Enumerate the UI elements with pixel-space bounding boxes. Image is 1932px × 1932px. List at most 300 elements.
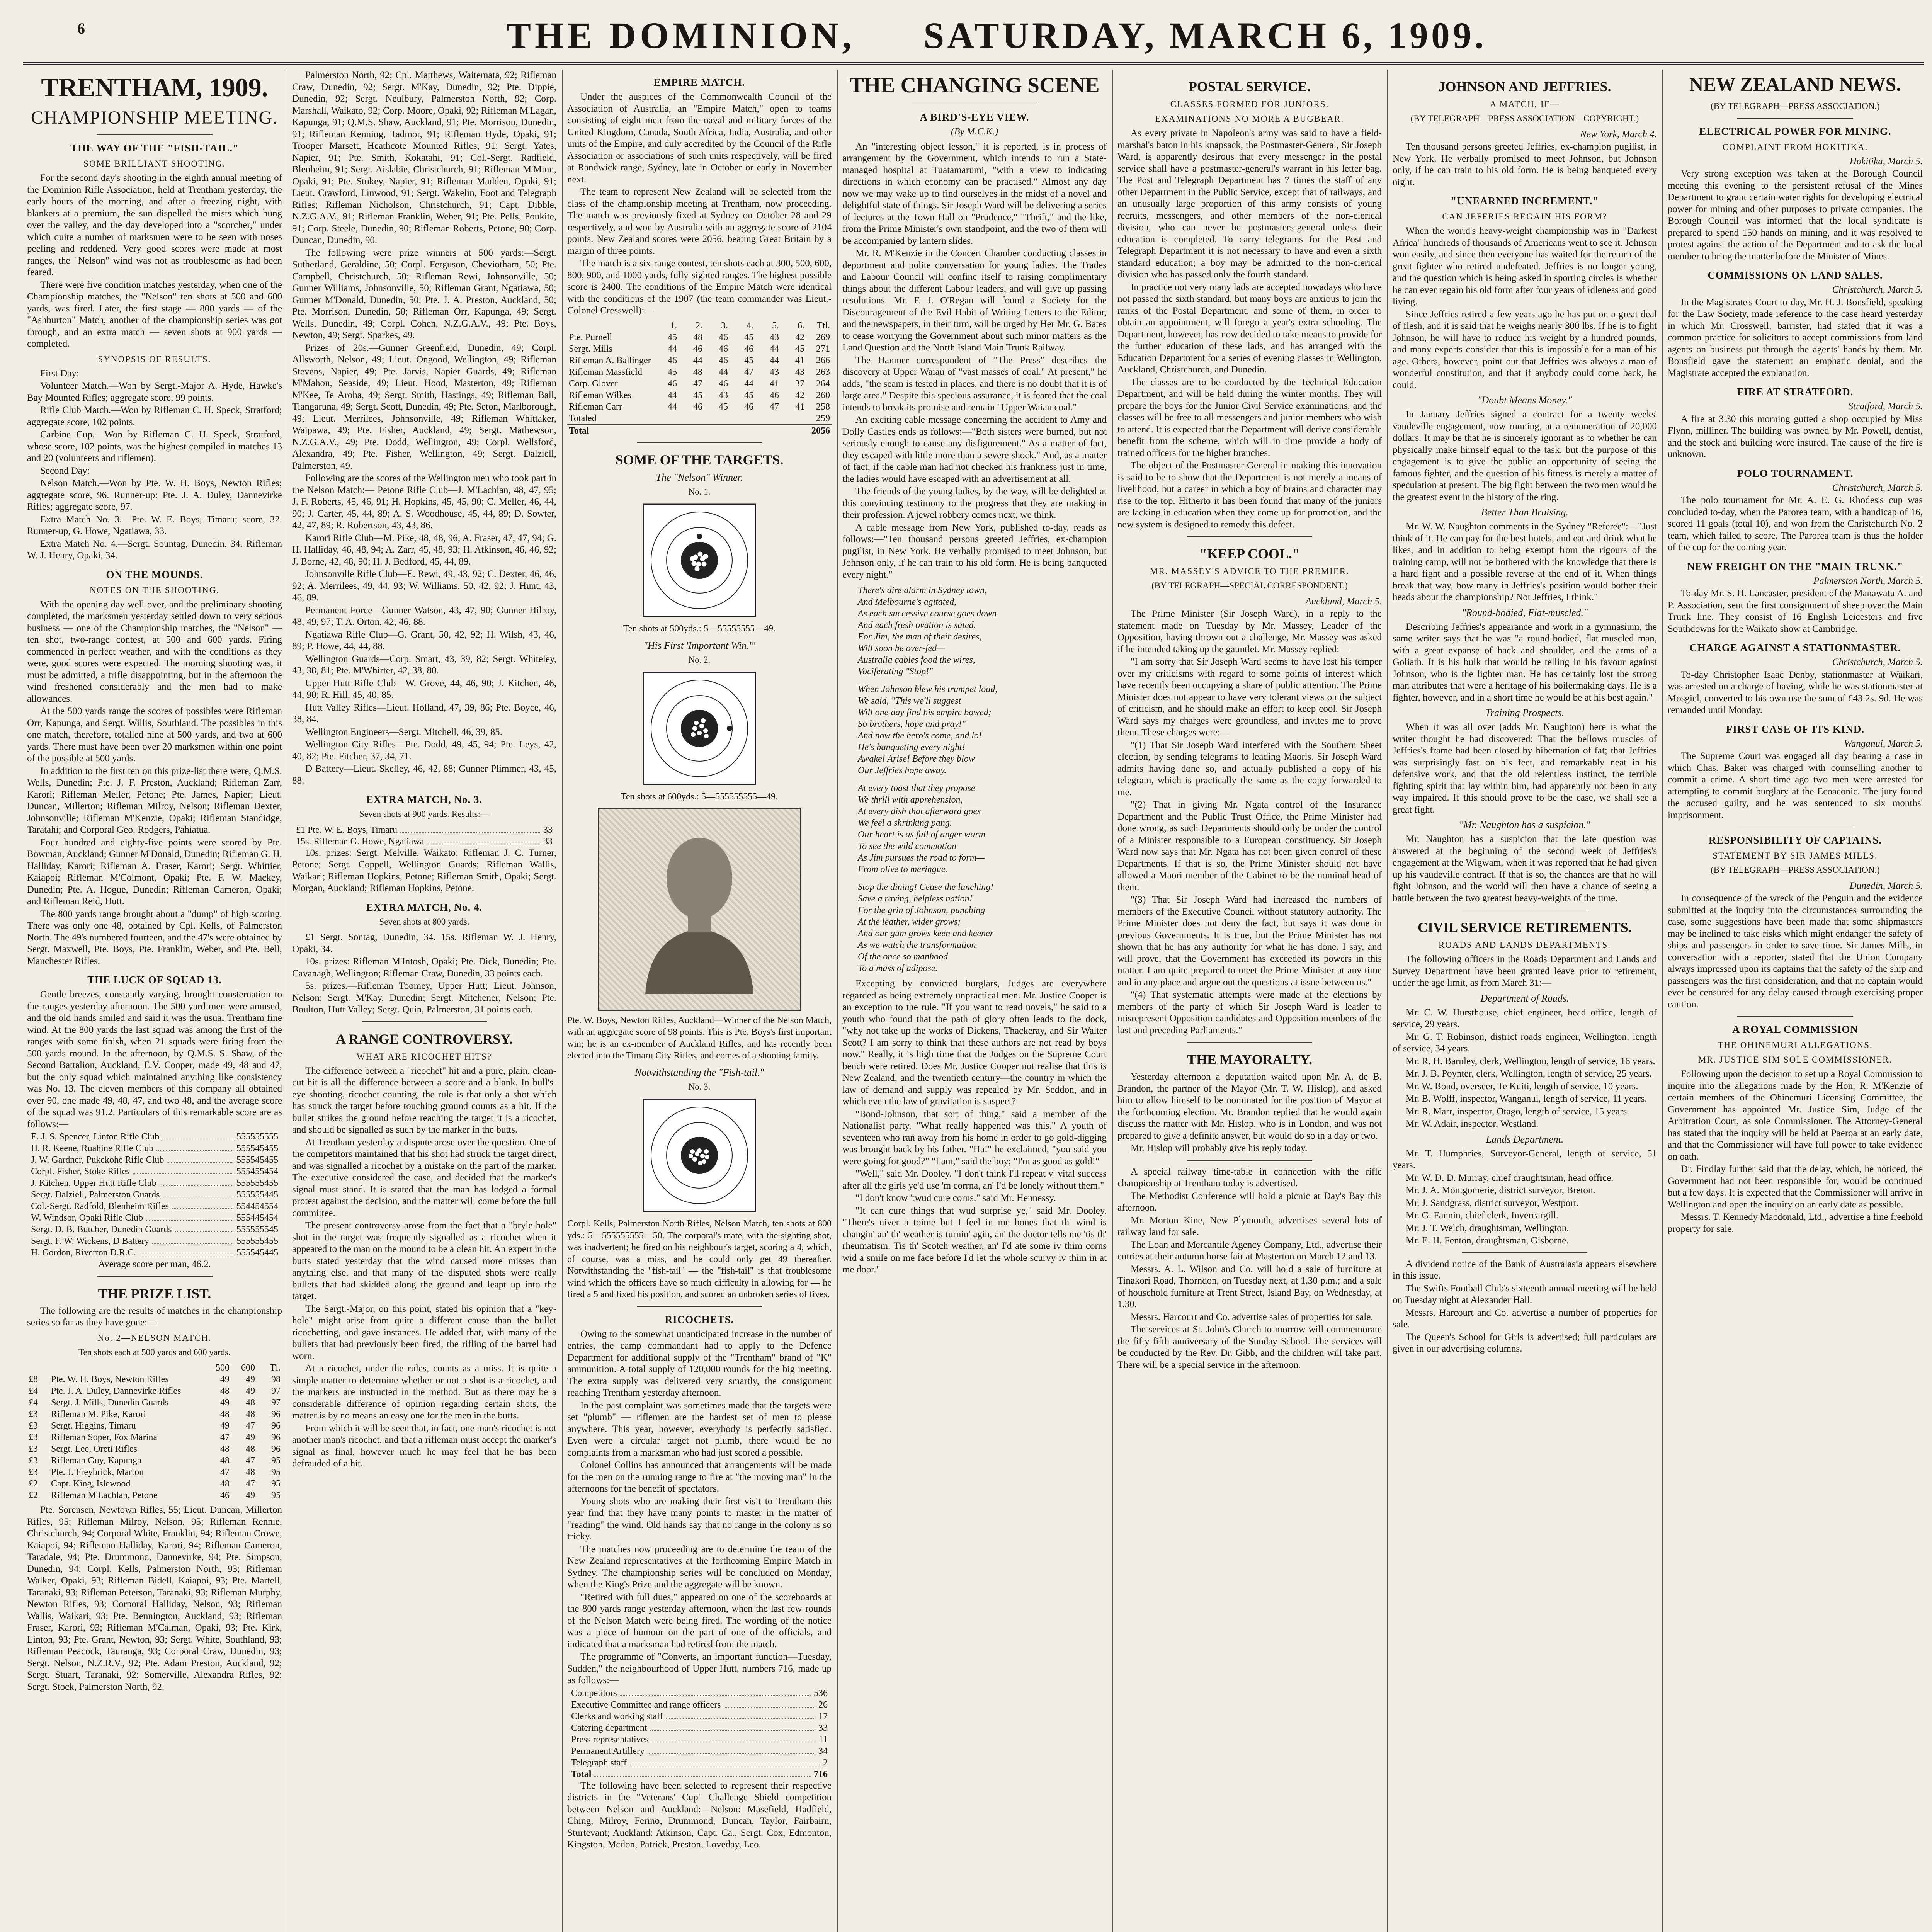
score-cell: 46 <box>719 332 728 342</box>
paragraph: Mr. R. M'Kenzie in the Concert Chamber conducting classes in deportment and polite conversation for young ladies. The Trades and Labour Council will confine itself to raising complimentary things about the different Labour leaders, and will give up passing resolutions. Mr. F. J. O'Regan will found a Society for the Discouragement of the Evil Habit of Writing Letters to the Editor, and the newspapers, in their turn, will be urged by Her Mr. G. Bates to cease worrying the Government about such minor matters as the Land Question and the North Island Main Trunk Railway. <box>842 248 1107 353</box>
section-subheading: STATEMENT BY SIR JAMES MILLS. <box>1713 851 1878 861</box>
paragraph: Excepting by convicted burglars, Judges are everywhere regarded as being extremely unpractical men. Mr. Justice Cooper is an exception to the rule. "If you want to read novels," he said to a youth who found that the path of glory often leads to the dock, "why not take up the works of Dickens, Thackeray, and Sir Walter Scott? I am sorry to think that these authors are not read by boys now." Really, it is high time that the Judges on the Supreme Court bench were retired. Does Mr. Justice Cooper not realise that this is New Zealand, and the twentieth century—the country in which the law of demand and supply was repealed by Mr. Seddon, and in which even the law of gravitation is suspect? <box>842 978 1107 1107</box>
section-heading: NEW FREIGHT ON THE "MAIN TRUNK." <box>1687 560 1903 572</box>
headline-changing-scene: THE CHANGING SCENE <box>849 73 1100 97</box>
section-subheading: ROADS AND LANDS DEPARTMENTS. <box>1438 940 1611 950</box>
paragraph: Under the auspices of the Commonwealth Council of the Association of Australia, an "Empire Match," open to teams consisting of eight men from the naval and military forces of the United Kingdom, Canada, South Africa, India, Australia, and other units of the Empire, and duly accredited by the Council of the Rifle Association or associations of such units respectively, will be fired at Randwick range, Sydney, late in October or early in November next. <box>567 92 832 185</box>
stats-total-row <box>567 1769 832 1780</box>
shot-scores: 555555455 <box>236 1178 278 1188</box>
score-cell: 49 <box>246 1490 255 1500</box>
section-subheading: "Mr. Naughton has a suspicion." <box>1459 819 1590 830</box>
stats-row <box>567 1687 832 1699</box>
prize-cell: £3 <box>29 1456 38 1466</box>
leader-dots <box>630 1757 820 1765</box>
paragraph: The programme of "Converts, an important function—Tuesday, Sudden," the neighbourhood of Upper Hutt, numbers 716, made up as follows:— <box>567 1651 832 1685</box>
table-row <box>27 1455 282 1466</box>
paragraph: An "interesting object lesson," it is reported, is in process of arrangement by the Government, which intends to run a State-managed hospital at Tuatamarumi, "with a view to indicating directions in which economy can be practised." Almost any day now we may wake up to find ourselves in the midst of a novel and delightful state of things. Sir Joseph Ward will be delivering a series of lectures at the Town Hall on "Prudence," "Thrift," and the like, from the Prime Minister's own standpoint, and the two of them will be accompanied by lantern slides. <box>842 141 1107 246</box>
retirement-entry: Mr. R. Marr, inspector, Otago, length of service, 15 years. <box>1406 1106 1629 1117</box>
stats-row <box>567 1722 832 1734</box>
paragraph: "I don't know 'twud cure corns," said Mr. Hennessy. <box>855 1193 1056 1203</box>
verse-line: As we watch the transformation <box>858 940 976 950</box>
section-heading: CIVIL SERVICE RETIREMENTS. <box>1418 920 1632 935</box>
table-row <box>27 1432 282 1443</box>
verse-line: Our Jeffries hope away. <box>858 765 947 776</box>
dateline: (BY TELEGRAPH—PRESS ASSOCIATION.) <box>1711 865 1880 875</box>
name-cell: Pte. J. A. Duley, Dannevirke Rifles <box>51 1386 181 1396</box>
divider <box>1187 1160 1312 1161</box>
verse-line: And each fresh ovation is sated. <box>858 620 976 630</box>
table-row <box>567 366 832 378</box>
paragraph: Mr. Naughton has a suspicion that the late question was answered at the beginning of the second week of Jeffries's engagement at the Wigwam, when it was reported that he had given up his vaudeville contract. If that is so, the chances are that he will fight Johnson, and the world will then have a chance of seeing a battle between the two greatest heavy-weights of the time. <box>1393 834 1657 903</box>
score-cell: 44 <box>770 355 779 366</box>
shooter-name: Col.-Sergt. Radfold, Blenheim Rifles <box>31 1201 169 1211</box>
shooter-name: Sergt. F. W. Wickens, D Battery <box>31 1236 150 1246</box>
masthead <box>23 12 1924 65</box>
paragraph: Wellington Engineers—Sergt. Mitchell, 46, 39, 85. <box>305 726 502 737</box>
score-cell: 95 <box>271 1456 281 1466</box>
column-rule <box>1662 70 1663 1932</box>
score-cell: 258 <box>816 401 830 412</box>
paragraph: A special railway time-table in connection with the rifle championship at Trentham today is advertised. <box>1117 1166 1382 1189</box>
paragraph: The match is a six-range contest, ten shots each at 300, 500, 600, 800, 900, and 1000 yards, fully-sighted ranges. The highest possible score is 2400. The conditions of the Empire Match were identical with the conditions of the 1907 (the team commander was Lieut.-Colonel Cresswell):— <box>567 258 832 316</box>
score-cell: 46 <box>220 1490 230 1500</box>
leader-dots <box>666 1711 815 1719</box>
verse-block <box>858 585 1091 974</box>
verse-line: Australia cables food the wires, <box>858 655 975 665</box>
score-cell <box>781 413 806 425</box>
paragraph: Describing Jeffries's appearance and work in a gymnasium, the same writer says that he was "a round-bodied, flat-muscled man, with a great expanse of back and shoulder, and the arms of a Goliath. It is his bulk that would be telling in his favour against Johnson, who is the lighter man. He has certainly lost the strong man attributes that were a heritage of his boilermaking days. He is a fighter, however, and in a short time he would be at his best again." <box>1393 621 1657 703</box>
column-rule <box>562 70 563 1932</box>
column-1 <box>27 70 282 1932</box>
target-caption: Ten shots at 600yds.: 5—555555555—49. <box>621 792 778 802</box>
score-cell: 42 <box>795 332 804 342</box>
paragraph: In the Magistrate's Court to-day, Mr. H. J. Bonsfield, speaking for the Law Society, made reference to the case heard yesterday in which Mr. Crosswell, barrister, had stated that it was a common practice for solicitors to accept commissions from land agents on business put through the agents' hands by them. Mr. Bonsfield gave the statement an emphatic denial, and the Magistrate accepted the explanation. <box>1668 297 1923 378</box>
paragraph: 5s. prizes.—Rifleman Toomey, Upper Hutt; Lieut. Johnson, Nelson; Sergt. M'Kay, Dunedin; Sergt. Mitchener, Nelson; Pte. Boulton, Hutt Valley; Sergt. Quin, Palmerston, 31 points each. <box>292 981 556 1015</box>
section-subheading: Seven shots at 800 yards. <box>379 917 469 927</box>
section-subheading: SYNOPSIS OF RESULTS. <box>98 354 211 364</box>
verse-line: There's dire alarm in Sydney town, <box>858 585 987 595</box>
stats-label: Permanent Artillery <box>571 1746 645 1756</box>
shot-scores: 555545455 <box>236 1155 278 1165</box>
paragraph: The Queen's School for Girls is advertised; full particulars are given in our advertising columns. <box>1393 1332 1657 1354</box>
leader-dots <box>160 1177 233 1186</box>
result-line: Extra Match No. 3.—Pte. W. E. Boys, Timaru; score, 32. Runner-up, G. Howe, Ngatiawa, 33. <box>27 514 282 536</box>
target-number: No. 1. <box>688 486 711 497</box>
score-cell: 271 <box>816 344 830 354</box>
shooter-name: H. R. Keene, Ruahine Rifle Club <box>31 1143 154 1153</box>
section-subheading: THE OHINEMURI ALLEGATIONS. <box>1718 1040 1873 1050</box>
score-cell: 44 <box>719 367 728 377</box>
column-header <box>27 1362 206 1374</box>
paragraph: At a ricochet, under the rules, counts as a miss. It is quite a simple matter to determine whether or not a shot is a ricochet, and the markers are instructed in the method. But as there may be a considerable difference of opinion regarding certain shots, the matter is by no means an easy one for the men in the butts. <box>292 1363 556 1421</box>
stats-row <box>567 1757 832 1769</box>
target-diagram-2 <box>567 670 832 786</box>
prize-amount: 15s. <box>296 836 311 847</box>
place-dateline: Hokitika, March 5. <box>1849 156 1923 167</box>
shot-scores: 555445454 <box>236 1213 278 1223</box>
name-cell: Sergt. Lee, Oreti Rifles <box>51 1444 137 1454</box>
score-cell: 46 <box>668 378 677 389</box>
dateline: (BY TELEGRAPH—PRESS ASSOCIATION—COPYRIGHT.) <box>1410 114 1639 123</box>
score-cell: 96 <box>271 1444 281 1454</box>
table-subheading: Ten shots each at 500 yards and 600 yards. <box>78 1347 231 1357</box>
paragraph: £1 Sergt. Sontag, Dunedin, 34. 15s. Rifleman W. J. Henry, Opaki, 34. <box>292 932 556 954</box>
target-title: "His First 'Important Win.'" <box>643 639 756 651</box>
section-subheading: "Round-bodied, Flat-muscled." <box>1462 607 1588 618</box>
table-row <box>27 1490 282 1501</box>
day-label: First Day: <box>40 368 79 379</box>
squad-score-list <box>27 1131 282 1259</box>
stanza-break <box>858 677 1091 684</box>
paragraph: The following officers in the Roads Department and Lands and Survey Department have been granted leave prior to retirement, under the age limit, as from March 31:— <box>1393 954 1657 988</box>
paragraph: The polo tournament for Mr. A. E. G. Rhodes's cup was concluded to-day, when the Parorea team, with a handicap of 16, scored 11 goals (total 10), and won from the Christchurch No. 2 team, which failed to score. The Parorea team is thus the holder of the cup for the coming year. <box>1668 495 1923 553</box>
paragraph: "It can cure things that wud surprise ye," said Mr. Dooley. "There's niver a toime but I feel in me bones that th' wind is changin' an' th' weather is turnin' agin, an' the doctor tells me 'tis th' rheumatism. Tis th' Scotch weather, an' I'd ate some iv thim corns wid a smile on me face before I'd let the whole scurvy iv thim in at me door." <box>842 1205 1107 1275</box>
verse-line: Will one day find his empire bowed; <box>858 707 992 718</box>
column-header: 600 <box>241 1363 255 1373</box>
retirement-entry: Mr. J. A. Montgomerie, district surveyor, Breton. <box>1406 1185 1595 1196</box>
paragraph: "Bond-Johnson, that sort of thing," said a member of the Nationalist party. "What really happened was this." A youth of seventeen who ran away from his home in order to go gold-digging was brought back by his father. "Ha!" he exclaimed, "you said you were going for good?" "I am," said the boy; "I'm as good as gold!" <box>842 1109 1107 1167</box>
score-cell: 49 <box>220 1374 230 1384</box>
table-row <box>27 1397 282 1408</box>
paragraph: To-day Mr. S. H. Lancaster, president of the Manawatu A. and P. Association, sent the first consignment of sheep over the Main Trunk line. They consist of 16 English Leicesters and five Southdowns for the Waikato show at Cambridge. <box>1668 588 1923 634</box>
section-subheading: "UNEARNED INCREMENT." <box>1451 195 1599 207</box>
score-cell: 95 <box>271 1479 281 1489</box>
name-cell: Sergt. Higgins, Timaru <box>51 1421 136 1431</box>
section-heading: COMMISSIONS ON LAND SALES. <box>1708 269 1883 281</box>
score-cell: 260 <box>816 390 830 400</box>
paragraph: The 800 yards range brought about a "dump" of high scoring. There was only one 48, obtained by Cpl. Kells, of Palmerston North. The 49's numbered fourteen, and the 47's were obtained by Sergt. Maxwell, Pte. Boys, Pte. Franklin, Weber, and Pte. Bell, Manchester Rifles. <box>27 908 282 966</box>
column-rule <box>1387 70 1388 1932</box>
paragraph: The Sergt.-Major, on this point, stated his opinion that a "key-hole" might arise from quite a different cause than the bullet ricochetting, and gave instances. He added that, with many of the bullets that had previously been fired, the rifling of the barrel had worn. <box>292 1303 556 1361</box>
section-heading: POSTAL SERVICE. <box>1188 79 1311 94</box>
retirement-entry: Mr. W. Bond, overseer, Te Kuiti, length of service, 10 years. <box>1406 1081 1638 1092</box>
dateline: (BY TELEGRAPH—SPECIAL CORRESPONDENT.) <box>1151 581 1348 590</box>
name-cell: Rifleman Wilkes <box>569 390 631 400</box>
paragraph: "(1) That Sir Joseph Ward interfered with the Southern Sheet election, by sending telegrams to leading Maoris. Sir Joseph Ward admits having done so, and actually published a copy of his telegram, which is practically the same as the copy forwarded to me. <box>1117 740 1382 798</box>
result-row <box>292 836 556 847</box>
paragraph: The Methodist Conference will hold a picnic at Day's Bay this afternoon. <box>1117 1190 1382 1213</box>
prize-cell: £3 <box>29 1444 38 1454</box>
paragraph: A cable message from New York, published to-day, reads as follows:—"Ten thousand persons greeted Jeffries, ex-champion pugilist, in New York. He verbally promised to meet Johnson, but Johnson only, if he can train to his old form. He is being banqueted every night." <box>842 522 1107 580</box>
place-dateline: Christchurch, March 5. <box>1832 657 1923 667</box>
name-cell: Rifleman Soper, Fox Marina <box>51 1432 157 1442</box>
extra-match-3-results <box>292 824 556 847</box>
score-cell: 48 <box>246 1398 255 1408</box>
paragraph: In addition to the first ten on this prize-list there were, Q.M.S. Wells, Dunedin; Pte. J. F. Preston, Auckland; Rifleman Zarr, Karori; Rifleman Meller, Petone; Pte. James, Napier; Lieut. Duncan, Millerton; Rifleman Milroy, Nelson; Rifleman Dexter, Johnsonville; Rifleman M'Kenzie, Opaki; Rifleman Standidge, Taratahi; and Corporal Geo. Rodgers, Pahiatua. <box>27 765 282 835</box>
column-header: 5. <box>772 320 779 331</box>
paragraph: Upper Hutt Rifle Club—W. Grove, 44, 46, 90; J. Kitchen, 46, 44, 90; R. Hill, 45, 40, 85. <box>292 678 556 700</box>
paragraph: In consequence of the wreck of the Penguin and the evidence submitted at the inquiry into the circumstances surrounding the case, some suggestions have been made that some shipmasters may be inclined to take risks which might endanger the safety of ships and passengers in order to save time. Sir James Mills, in conversation with a reporter, stated that the Union Company always impressed upon its captains that the safety of the ship and passengers was the first consideration, and that no captain would ever be censured for any delay caused through exercising proper caution. <box>1668 893 1923 1010</box>
squad-row <box>27 1247 282 1259</box>
column-header: Tl. <box>270 1363 281 1373</box>
verse-line: From olive to meringue. <box>858 864 948 874</box>
target-icon <box>641 670 757 786</box>
verse-line: Vociferating "Stop!" <box>858 667 933 677</box>
squad-row <box>27 1235 282 1247</box>
divider <box>637 1306 762 1307</box>
leader-dots <box>652 1734 816 1742</box>
verse-line: And now the hero's come, and lo! <box>858 731 982 741</box>
portrait-figure-icon <box>630 824 769 994</box>
table-row <box>27 1374 282 1385</box>
retirement-entry: Mr. G. T. Robinson, district roads engineer, Wellington, length of service, 34 years. <box>1393 1031 1657 1054</box>
stats-label: Press representatives <box>571 1734 649 1745</box>
column-4 <box>842 70 1107 1932</box>
section-subheading: A MATCH, IF— <box>1490 99 1560 109</box>
paragraph: D Battery—Lieut. Skelley, 46, 42, 88; Gunner Plimmer, 43, 45, 88. <box>292 764 556 786</box>
place-dateline: Christchurch, March 5. <box>1832 284 1923 295</box>
table-row <box>27 1466 282 1478</box>
shot-scores: 555545455 <box>236 1143 278 1153</box>
score-cell: 45 <box>744 355 753 366</box>
paragraph: Mr. W. W. Naughton comments in the Sydney "Referee":—"Just think of it. He can pay for the best hotels, and eat and drink what he likes, and in addition to being exempt from the rigours of the training camp, will not be bothered with the knowledge that there is a hard fight and a possible reverse at the end of it. When things break that way, how many in Jeffries's position would bother their heads about the championship? Not Jeffries, I think." <box>1393 521 1657 602</box>
paragraph: The Hanmer correspondent of "The Press" describes the discovery at Upper Waiau of "vast masses of coal." At present," he adds, "the seam is tested in places, and there is no doubt that it is of large area." Despite this specious assurance, it is feared that the coal intends to break its promise and remain "Upper Waiau coal." <box>842 355 1107 413</box>
paragraph: Messrs. Harcourt and Co. advertise sales of properties for sale. <box>1131 1311 1373 1322</box>
score-cell: 266 <box>816 355 830 366</box>
score-cell: 47 <box>246 1479 255 1489</box>
table-row <box>567 343 832 355</box>
table-row <box>567 389 832 401</box>
paragraph: An exciting cable message concerning the accident to Amy and Dolly Castles ends as follows:—"Both sisters were burned, but not seriously enough to cause any disfigurement." As a matter of fact, they escaped with little more than a severe shock." And, as a matter of fact, if the cable man had not checked his frankness just in time, the ladies would have escaped with an advertisement at all. <box>842 415 1107 484</box>
place-dateline: Dunedin, March 5. <box>1849 880 1923 891</box>
paragraph: Owing to the somewhat unanticipated increase in the number of entries, the camp commandant had to apply to the Defence Department for additional supply of the "Trentham" brand of "K" ammunition. A total supply of 120,000 rounds for the big meeting. The extra supply was delivered very smartly, the consignment reaching Trentham yesterday afternoon. <box>567 1328 832 1398</box>
result-name-group <box>296 824 397 836</box>
section-subheading: MR. JUSTICE SIM SOLE COMMISSIONER. <box>1698 1055 1893 1065</box>
result-name-group <box>296 836 424 847</box>
section-subheading: Training Prospects. <box>1485 707 1565 718</box>
paragraph: The Swifts Football Club's sixteenth annual meeting will be held on Tuesday night at Alexander Hall. <box>1393 1283 1657 1305</box>
leader-dots <box>648 1745 815 1754</box>
score-cell: 95 <box>271 1490 281 1500</box>
score-cell: 45 <box>693 390 702 400</box>
score-cell: 48 <box>693 367 702 377</box>
paragraph: The Prime Minister (Sir Joseph Ward), in a reply to the statement made on Tuesday by Mr. Massey, Leader of the Opposition, having thrown out a challenge, Mr. Massey was asked if he intended taking up the gauntlet. Mr. Massey replied:— <box>1117 609 1382 655</box>
table-row <box>27 1420 282 1432</box>
paragraph: The following have been selected to represent their respective districts in the "Veterans' Cup" Challenge Shield competition between Nelson and Auckland:—Nelson: Masefield, Hadfield, Ching, Milroy, Ferino, Drummond, Duncan, Taylor, Fairbairn, Sturtevant; Auckland: Atkinson, Capt. Ca., Sergt. Cox, Edmonton, Kingston, Mcdon, Patrick, Preston, Loveday, Leo. <box>567 1780 832 1850</box>
score-cell: 95 <box>271 1467 281 1477</box>
portrait-caption: Pte. W. Boys, Newton Rifles, Auckland—Winner of the Nelson Match, with an aggregate score of 98 points. This is Pte. Boys's first important win; he is an ex-member of Auckland Rifles, and has recently been elected into the Timaru City Rifles, and comes of a shooting family. <box>567 1015 832 1061</box>
leader-dots <box>152 1235 233 1244</box>
squad-row <box>27 1177 282 1189</box>
verse-line: To see the wild commotion <box>858 841 957 851</box>
verse-line: So brothers, hope and pray!" <box>858 719 966 729</box>
verse-line: Save a raving, helpless nation! <box>858 894 973 904</box>
squad-row <box>27 1189 282 1201</box>
paragraph: For the second day's shooting in the eighth annual meeting of the Dominion Rifle Association, held at Trentham yesterday, the early hours of the morning, and after a freezing night, with blankets at a premium, the sun dispelled the mists which hung over the valley, and the day developed into a "scorcher," under which quite a number of marksmen were to be seen with noses peeling and reddened. Very good scores were made at most ranges, the "Nelson" wind was not as troublesome as had been feared. <box>27 173 282 277</box>
score-cell: 49 <box>246 1374 255 1384</box>
paragraph: The present controversy arose from the fact that a "bryle-hole" shot in the target was frequently signalled as a ricochet when it appeared to the man on the mound to be a clean hit. An expert in the butts stated yesterday that the wind caused more misses than anything else, and that many of the disputed shots were really bullets that had skidded along the ground and leapt up into the target. <box>292 1220 556 1301</box>
paragraph: From which it will be seen that, in fact, one man's ricochet is not another man's ricochet, and that a rifleman must accept the marker's signal as final, however much he may feel that he has been defrauded of a hit. <box>292 1423 556 1469</box>
target-caption: Ten shots at 500yds.: 5—55555555—49. <box>623 624 776 634</box>
verse-line: At every toast that they propose <box>858 783 975 793</box>
verse-line: We feel a shrinking pang. <box>858 818 952 828</box>
name-cell: Corp. Glover <box>569 378 618 389</box>
paragraph: Following upon the decision to set up a Royal Commission to inquire into the allegations made by the Hon. R. M'Kenzie of certain members of the Ohinemuri Licensing Committee, the Government has appointed Mr. Justice Sim, Judge of the Arbitration Court, as sole Commissioner. The Attorney-General has stated that the inquiry will be held at Paeroa at an early date, and that the Commissioner will have full power to take evidence on oath. <box>1668 1069 1923 1162</box>
place-dateline: Auckland, March 5. <box>1305 596 1382 607</box>
lands-retirement-list <box>1393 1148 1657 1247</box>
paragraph: At Trentham yesterday a dispute arose over the question. One of the competitors maintained that his shot had struck the target direct, and was signalled a ricochet by a mistake on the part of the marker. The executive considered the case, and decided that the marker's signal must stand. It is stated that the man has lodged a formal protest against the decision, and the matter will come before the full committee. <box>292 1137 556 1218</box>
table-row <box>27 1385 282 1397</box>
paragraph: Pte. Sorensen, Newtown Rifles, 55; Lieut. Duncan, Millerton Rifles, 95; Rifleman Milroy, Nelson, 95; Rifleman Rennie, Christchurch, 94; Corporal White, Franklin, 94; Rifleman Crowe, Kaiapoi, 94; Rifleman Halliday, Karori, 94; Rifleman Cameron, Taradale, 94; Pte. Drummond, Dannevirke, 94; Pte. Simpson, Dunedin, 94; Corpl. Kells, Palmerston North, 93; Rifleman Walker, Opaki, 93; Rifleman Bidell, Kaiapoi, 93; Pte. Martell, Taranaki, 93; Rifleman Peterson, Taranaki, 93; Rifleman Murphy, Newton Rifles, 93; Corporal Halliday, Nelson, 93; Rifleman Wallis, Waikari, 93; Pte. Bennington, Auckland, 93; Rifleman Fraser, Karori, 93; Rifleman M'Calman, Opaki, 93; Pte. Kirk, Linton, 93; Pte. Grant, Newton, 93; Sergt. White, Southland, 93; Rifleman Peacock, Tauranga, 93; Corporal Craw, Dunedin, 93; Sergt. Nelson, N.Z.R.V., 92; Pte. Adam Preston, Auckland, 92; Sergt. Stuart, Taranaki, 92; Somerville, Alexandra Rifles, 92; Sergt. Stock, Palmerston North, 92. <box>27 1505 282 1692</box>
paragraph: Young shots who are making their first visit to Trentham this year find that they have many points to master in the matter of "reading" the wind. Old hands say that no range in the colony is so tricky. <box>567 1496 832 1542</box>
leader-dots <box>163 1189 234 1197</box>
paragraph: At the 500 yards range the scores of possibles were Rifleman Orr, Kapunga, and Sergt. Willis, Southland. The possibles in this one match, therefore, totalled nine at 500 yards, and two at 600 yards. There must have been over 20 marksmen within one point of the possible at 500 yards. <box>27 706 282 764</box>
paragraph: The friends of the young ladies, by the way, will be delighted at this convincing testimony to the progress that they are making in their profession. A jewel robbery comes next, we think. <box>842 486 1107 520</box>
section-subheading: CLASSES FORMED FOR JUNIORS. <box>1170 99 1329 109</box>
leader-dots <box>162 1131 233 1139</box>
paragraph: Messrs. T. Kennedy Macdonald, Ltd., advertise a fine freehold property for sale. <box>1668 1212 1923 1234</box>
paragraph: Johnsonville Rifle Club—E. Rewi, 49, 43, 92; C. Dexter, 46, 46, 92; A. Merrilees, 49, 44, 93; W. Williams, 50, 42, 92; J. Hunt, 43, 46, 89. <box>292 569 556 603</box>
empire-match-table <box>567 320 832 437</box>
score-cell: 46 <box>693 401 702 412</box>
section-subheading: COMPLAINT FROM HOKITIKA. <box>1722 142 1868 152</box>
retirement-entry: Mr. B. Wolff, inspector, Wanganui, length of service, 11 years. <box>1406 1094 1647 1104</box>
paragraph: The following are the results of matches in the championship series so far as they have gone:— <box>27 1305 282 1328</box>
retirement-entry: Mr. R. H. Barnley, clerk, Wellington, length of service, 16 years. <box>1406 1056 1655 1066</box>
name-cell: Rifleman Carr <box>569 401 622 412</box>
paragraph: Messrs. A. L. Wilson and Co. will hold a sale of furniture at Tinakori Road, Thorndon, on Tuesday next, at 1.30 p.m.; and a sale of household furniture at Trent Street, Island Bay, on Wednesday, at 1.30. <box>1117 1264 1382 1310</box>
result-line: Carbine Cup.—Won by Rifleman C. H. Speck, Stratford, whose score, 102 points, was the highest compiled in matches 13 and 20 (volunteers and riflemen). <box>27 429 282 463</box>
section-heading: ELECTRICAL POWER FOR MINING. <box>1699 125 1891 137</box>
paragraph: In the past complaint was sometimes made that the targets were set "plumb" — riflemen are the hardest set of men to please anywhere. This year, however, everybody is perfectly satisfied. Even were a circular target not plumb, there would be no complaints from a marksman who had just scored a possible. <box>567 1400 832 1458</box>
verse-line: To a mass of adipose. <box>858 963 938 973</box>
score-cell: 264 <box>816 378 830 389</box>
score-cell: 46 <box>693 344 702 354</box>
paragraph: The team to represent New Zealand will be selected from the class of the championship meeting at Trentham, now proceeding. The match was previously fixed at Sydney on October 28 and 29 respectively, and won by Australia with an aggregate score of 2104 points. New Zealand scores were 2056, beating Great Britain by a margin of three points. <box>567 187 832 256</box>
score-cell: 98 <box>271 1374 281 1384</box>
score-cell: 46 <box>770 390 779 400</box>
verse-line: Will soon be over-fed— <box>858 643 945 653</box>
verse-line: Stop the dining! Cease the lunching! <box>858 882 994 892</box>
place-dateline: Wanganui, March 5. <box>1844 738 1923 749</box>
result-line: Rifle Club Match.—Won by Rifleman C. H. Speck, Stratford; aggregate score, 102 points. <box>27 405 282 427</box>
table-row <box>567 401 832 413</box>
leader-dots <box>650 1722 815 1731</box>
retirement-entry: Mr. E. H. Fenton, draughtsman, Gisborne. <box>1406 1235 1569 1246</box>
retirement-entry: Mr. W. Adair, inspector, Westland. <box>1406 1119 1539 1129</box>
score-cell: 46 <box>668 355 677 366</box>
paragraph: Very strong exception was taken at the Borough Council meeting this evening to the persistent refusal of the Mines Department to grant certain water rights for developing electrical power for mining and other purposes to private companies. The Borough Council was informed that the local syndicate is prepared to spend 150 hands on mining, and it was resolved to protest against the action of the Department and to ask the local member to bring the matter before the Minister of Mines. <box>1668 168 1923 262</box>
paragraph: 10s. prizes: Rifleman M'Intosh, Opaki; Pte. Dick, Dunedin; Pte. Cavanagh, Wellington; Rifleman Craw, Dunedin, 33 points each. <box>292 956 556 979</box>
section-subheading: Better Than Bruising. <box>1481 507 1569 518</box>
score-cell: 269 <box>816 332 830 342</box>
prize-amount: £1 <box>296 825 305 835</box>
column-7 <box>1668 70 1923 1932</box>
leader-dots <box>172 1201 233 1209</box>
score-cell: 44 <box>668 401 677 412</box>
stats-label: Total <box>571 1769 592 1779</box>
paragraph: "(3) That Sir Joseph Ward had increased the numbers of members of the Executive Council without statutory authority. The Prime Minister does not deny the fact, but says it was done in previous Governments. It is true, but the Prime Minister has not shown that he has any authority for what he has done. I say, and will prove, that the Government has exceeded its powers in this matter. I am quite prepared to meet the Prime Minister at any time and in any place and argue out the questions at issue between us." <box>1117 895 1382 988</box>
verse-line: We said, "This we'll suggest <box>858 696 961 706</box>
page-number: 6 <box>77 20 85 37</box>
score-cell: 37 <box>795 378 804 389</box>
stats-value: 11 <box>818 1734 828 1745</box>
verse-line: For the grin of Johnson, punching <box>858 905 985 915</box>
score-cell: 46 <box>719 378 728 389</box>
retirement-entry: Mr. J. B. Poynter, clerk, Wellington, length of service, 25 years. <box>1406 1068 1652 1079</box>
column-header: 3. <box>721 320 728 331</box>
paragraph: The following were prize winners at 500 yards:—Sergt. Sutherland, Geraldine, 50; Corpl. Ferguson, Cheviotham, 50; Pte. Campbell, Christchurch, 50; Rifleman Rewi, Johnsonville, 50; Gunner Williams, Johnsonville, 50; Rifleman Grant, Ngatiawa, 50; Gunner M'Donald, Dunedin, 50; Pte. J. A. Preston, Auckland, 50; Pte. Morrison, Dunedin, 50; Rifleman Orr, Kapunga, 49; Sergt. Wells, Dunedin, 49; Corpl. Cohen, N.Z.G.A.V., 49; Pte. Boys, Newton, 49; Sergt. Sparkes, 49. <box>292 247 556 340</box>
stats-row <box>567 1699 832 1711</box>
score-cell: 43 <box>770 332 779 342</box>
score-cell: 45 <box>668 332 677 342</box>
score-cell: 49 <box>246 1432 255 1442</box>
verse-line: Awake! Arise! Before they blow <box>858 754 975 764</box>
divider <box>1187 1042 1312 1043</box>
portrait-image <box>598 808 801 1011</box>
name-cell: Rifleman M. Pike, Karori <box>51 1409 146 1419</box>
retirement-entry: Mr. C. W. Hursthouse, chief engineer, head office, length of service, 29 years. <box>1393 1007 1657 1029</box>
total-row <box>567 425 832 437</box>
name-cell: Rifleman A. Ballinger <box>569 355 651 366</box>
score-cell: 49 <box>220 1398 230 1408</box>
paragraph: The services at St. John's Church to-morrow will commemorate the fifty-fifth anniversary of the Sunday School. The services will be conducted by the Rev. Dr. Gibb, and the children will take part. There will be a special service in the afternoon. <box>1117 1324 1382 1370</box>
score-cell: 47 <box>693 378 702 389</box>
section-heading: FIRE AT STRATFORD. <box>1737 386 1854 398</box>
table-row <box>567 332 832 343</box>
score-cell: 45 <box>668 367 677 377</box>
score-cell: 46 <box>744 344 753 354</box>
table-header-row <box>567 320 832 332</box>
prize-cell: £3 <box>29 1467 38 1477</box>
score-value: 33 <box>543 836 553 847</box>
paragraph: "(2) That in giving Mr. Ngata control of the Insurance Department and the Public Trust Office, the Prime Minister had done wrong, as such Departments should only be under the control of a Minister responsible to a European constituency. Sir Joseph Ward now says that Mr. Ngata has not been given control of these Departments. If that is so, the Prime Minister should not have allowed a Maori member of the Cabinet to be the nominal head of them. <box>1117 799 1382 893</box>
verse-line: At the leather, wider grows; <box>858 917 961 927</box>
section-heading: THE PRIZE LIST. <box>98 1286 211 1301</box>
score-cell: 42 <box>795 390 804 400</box>
section-heading: RICOCHETS. <box>665 1313 734 1325</box>
shot-scores: 554454554 <box>236 1201 278 1211</box>
leader-dots <box>400 824 540 833</box>
name-cell: Rifleman M'Lachlan, Petone <box>51 1490 158 1500</box>
score-cell: 45 <box>744 332 753 342</box>
shooter-name: J. W. Gardner, Pukekohe Rifle Club <box>31 1155 164 1165</box>
name-cell: Sergt. J. Mills, Dunedin Guards <box>51 1398 169 1408</box>
score-cell: 41 <box>795 355 804 366</box>
verse-line: And our gum grows keen and keener <box>858 929 994 939</box>
score-cell: 43 <box>795 367 804 377</box>
shooter-name: E. J. S. Spencer, Linton Rifle Club <box>31 1132 160 1142</box>
verse-line: For Jim, the man of their desires, <box>858 632 982 642</box>
score-cell <box>679 413 704 425</box>
section-heading: RESPONSIBILITY OF CAPTAINS. <box>1708 834 1882 846</box>
paragraph: Messrs. Harcourt and Co. advertise a number of properties for sale. <box>1393 1307 1657 1330</box>
nelson-prize-table <box>27 1362 282 1501</box>
prize-cell: £3 <box>29 1421 38 1431</box>
department-heading: Department of Roads. <box>1480 992 1569 1004</box>
section-heading: POLO TOURNAMENT. <box>1737 467 1854 479</box>
column-header: 500 <box>216 1363 230 1373</box>
column-header: 2. <box>696 320 702 331</box>
total-label: Total <box>567 425 806 437</box>
stats-value: 536 <box>814 1688 828 1698</box>
section-subheading: CAN JEFFRIES REGAIN HIS FORM? <box>1442 212 1607 221</box>
leader-dots <box>724 1699 815 1708</box>
stats-row <box>567 1711 832 1722</box>
score-cell: 47 <box>220 1467 230 1477</box>
paragraph: 10s. prizes: Sergt. Melville, Waikato; Rifleman J. C. Turner, Petone; Sergt. Coppell, Wellington Guards; Rifleman Wallis, Waikari; Rifleman Hopkins, Petone; Rifleman Smith, Opaki; Sergt. Morgan, Auckland; Rifleman Hopkins, Petone. <box>292 847 556 893</box>
retirement-entry: Mr. W. D. D. Murray, chief draughtsman, head office. <box>1406 1172 1614 1183</box>
name-cell: Pte. J. Freybrick, Marton <box>51 1467 144 1477</box>
squad-row <box>27 1131 282 1143</box>
score-cell: 45 <box>719 401 728 412</box>
score-cell: 48 <box>220 1386 230 1396</box>
target-number: No. 3. <box>688 1082 711 1092</box>
shooter-name: J. Kitchen, Upper Hutt Rifle Club <box>31 1178 156 1188</box>
stanza-break <box>858 776 1091 782</box>
name-cell: Rifleman Massfield <box>569 367 642 377</box>
squad-row <box>27 1143 282 1154</box>
